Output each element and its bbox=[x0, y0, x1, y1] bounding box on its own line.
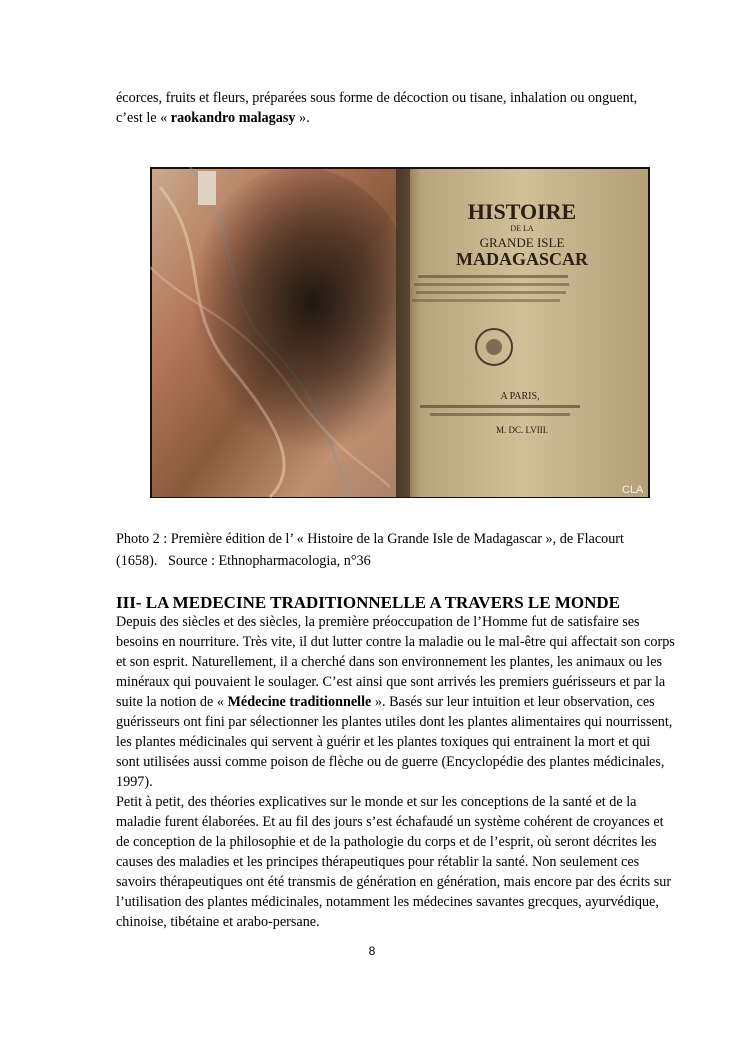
paragraph-1-part-2: ». Basés sur leur intuition et leur observation, ces guérisseurs ont fini par sélectionner les plantes utiles dont les plantes alimentaires qui nourrissent, les plantes médicinales qui servent à guérir et les plantes toxiques qui entrainent la mort et qui sont utilisées aussi comme poison de flèche ou de guerre (Encyclopédie des plantes médicinales, 1997). bbox=[116, 694, 673, 790]
caption-line-2: (1658). Source : Ethnopharmacologia, n°36 bbox=[116, 553, 371, 569]
intro-line-2-suffix: ». bbox=[295, 110, 310, 126]
intro-line-1: écorces, fruits et fleurs, préparées sous forme de décoction ou tisane, inhalation ou onguent, bbox=[116, 90, 638, 106]
intro-bold-term: raokandro malagasy bbox=[170, 110, 296, 126]
book-title-word-2: DE LA bbox=[510, 224, 534, 233]
page-number: 8 bbox=[368, 944, 376, 958]
photo-corner-mark: CLA bbox=[622, 484, 644, 496]
paragraph-1-part-1: Depuis des siècles et des siècles, la première préoccupation de l’Homme fut de satisfaire ses besoins en nourriture. Très vite, il dut lutter contre la maladie ou le mal-être qui affectait son corps et son esprit. Naturellement, il a cherché dans son environnement les plantes, les animaux ou les minéraux qui pouvaient le soulager. C’est ainsi que sont arrivés les premiers guérisseurs et par la suite la notion de « bbox=[116, 614, 675, 710]
photo-caption bbox=[116, 528, 676, 572]
book-photo bbox=[150, 167, 650, 498]
paragraph-1-bold-term: Médecine traditionnelle bbox=[227, 694, 372, 710]
intro-line-2-prefix: c’est le « bbox=[116, 110, 171, 126]
book-title-date: M. DC. LVIII. bbox=[496, 425, 548, 435]
section-heading: III- LA MEDECINE TRADITIONNELLE A TRAVERS LE MONDE bbox=[116, 593, 620, 612]
intro-paragraph bbox=[116, 88, 676, 128]
section-body bbox=[116, 612, 676, 932]
intro-line-2 bbox=[116, 108, 676, 128]
book-title-word-1: HISTOIRE bbox=[467, 199, 577, 224]
paragraph-2: Petit à petit, des théories explicatives sur le monde et sur les conceptions de la santé et de la maladie furent élaborées. Et au fil des jours s’est échafaudé un système cohérent de croyances et de conception de la philosophie et de la pathologie du corps et de l’esprit, où seront décrites les causes des maladies et les principes thérapeutiques pour rétablir la santé. Non seulement ces savoirs thérapeutiques ont été transmis de génération en génération, mais encore par des écrits sur l’utilisation des plantes médicinales, notamment les médecines savantes grecques, ayurvédique, chinoise, tibétaine et arabo-persane. bbox=[116, 794, 672, 930]
book-title-word-3: GRANDE ISLE bbox=[479, 235, 565, 250]
book-title-city: A PARIS, bbox=[500, 391, 540, 402]
caption-line-1: Photo 2 : Première édition de l’ « Histoire de la Grande Isle de Madagascar », de Flacourt bbox=[116, 531, 624, 547]
book-title-word-4: MADAGASCAR bbox=[456, 249, 588, 269]
paragraph-1 bbox=[116, 612, 676, 792]
